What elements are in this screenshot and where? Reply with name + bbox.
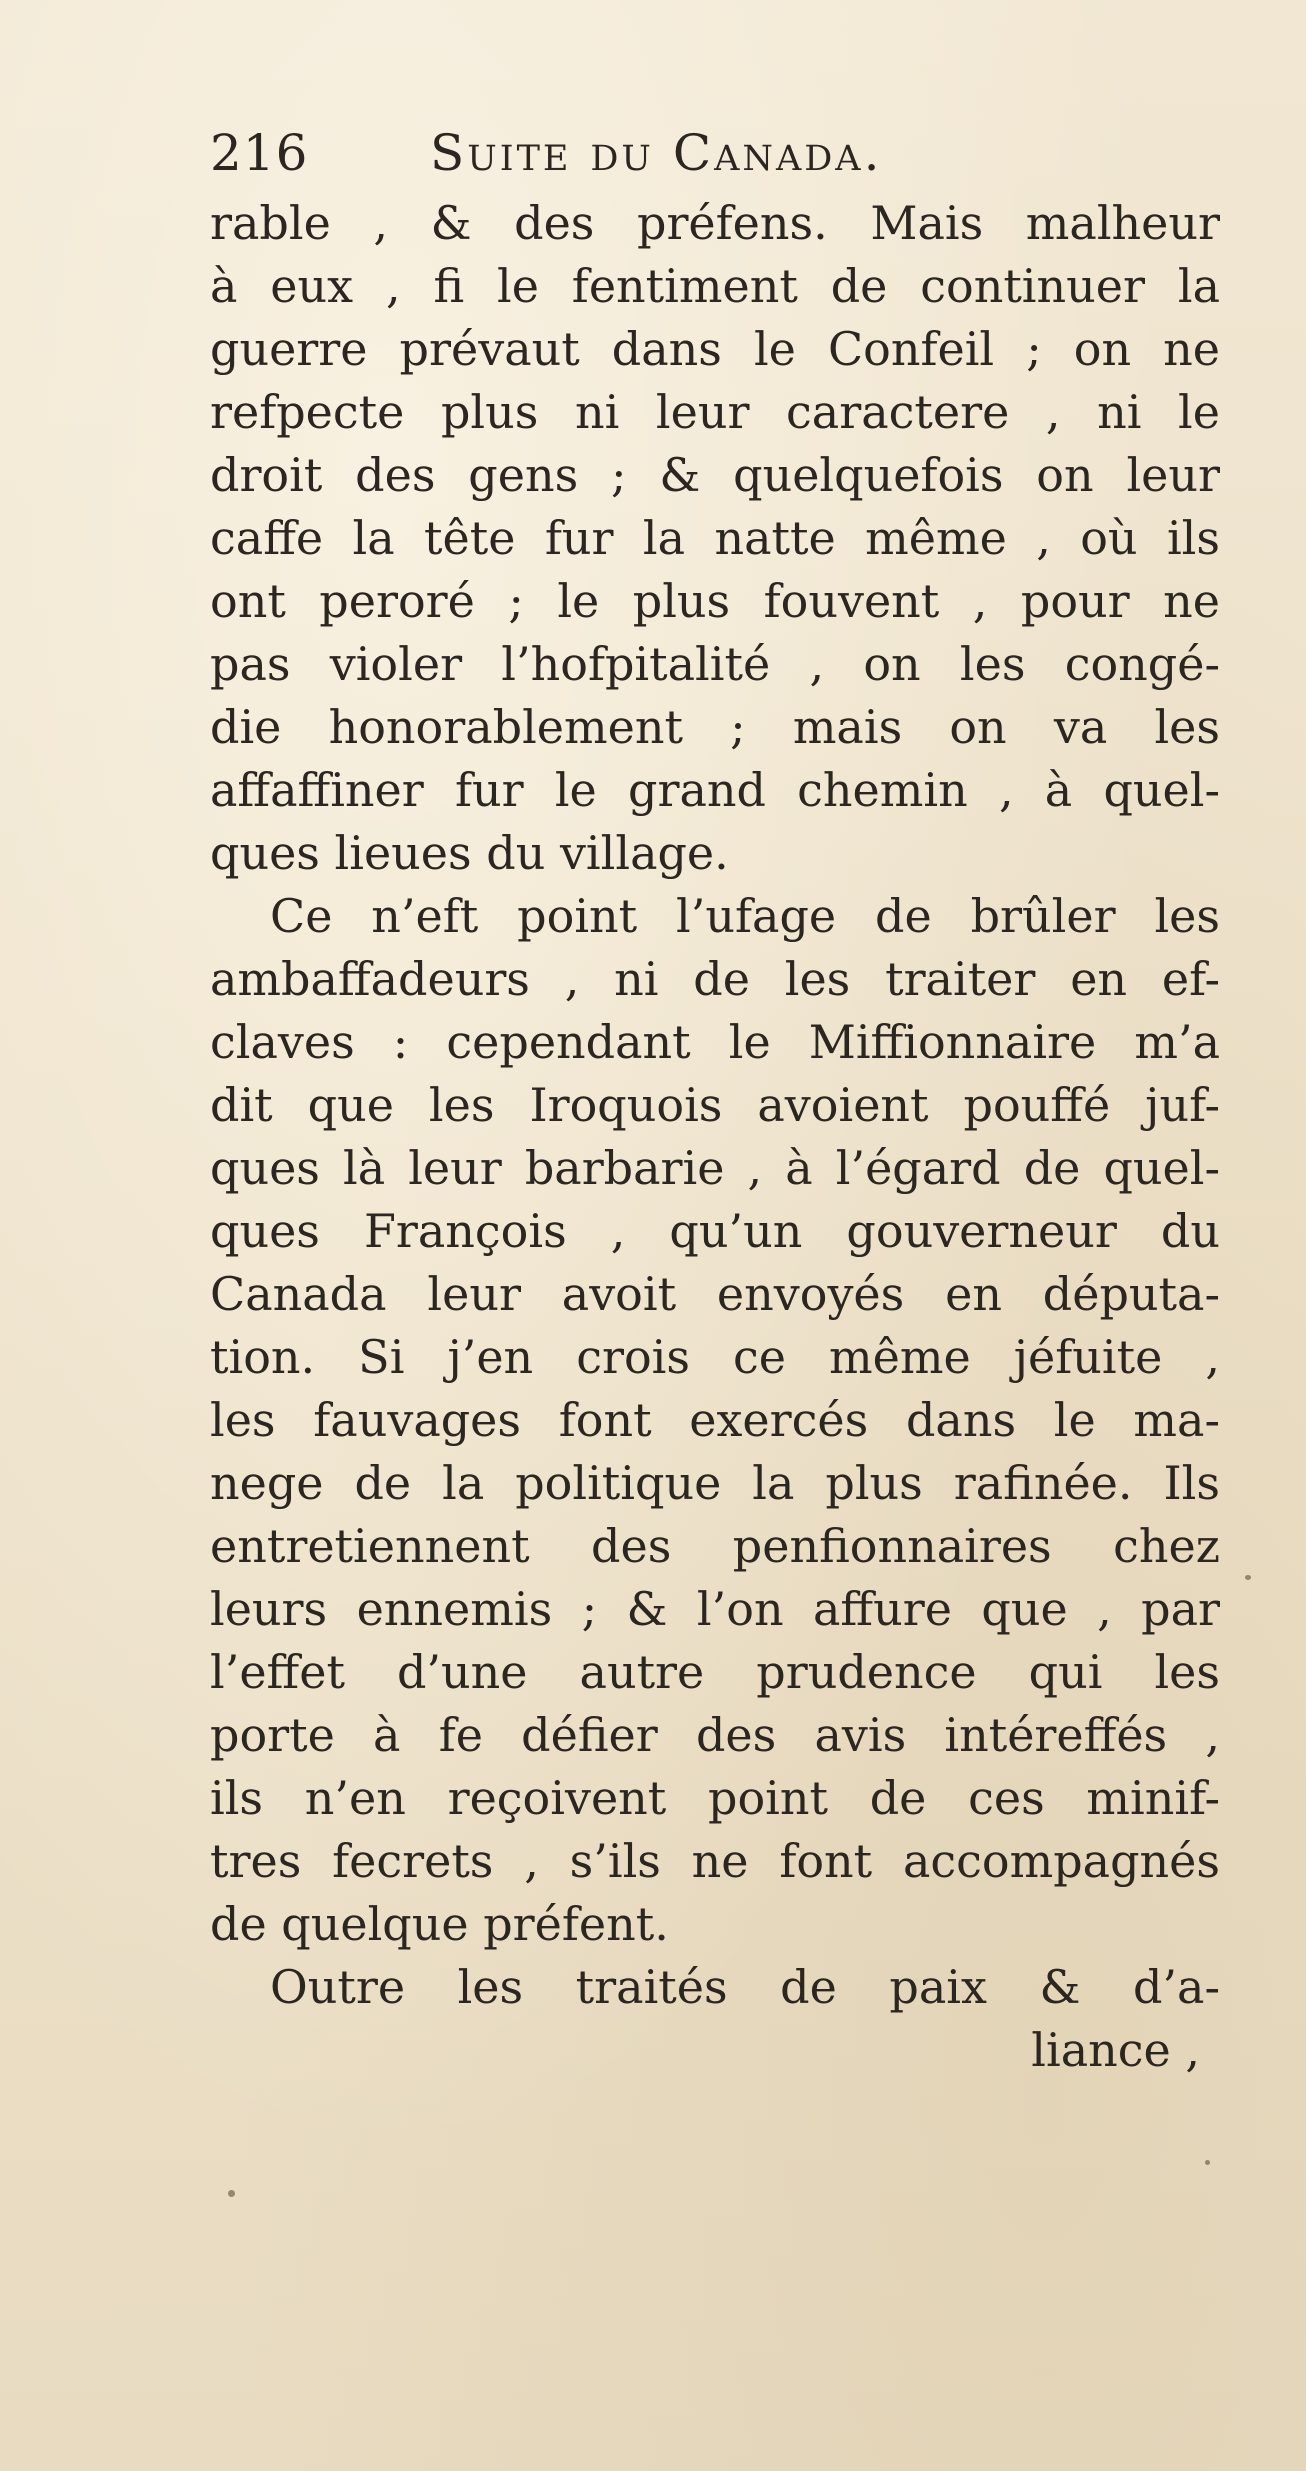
text-line: nege de la politique la plus rafinée. Ils [210, 1456, 1220, 1510]
text-line: leurs ennemis ; & l’on affure que , par [210, 1582, 1220, 1636]
catchword: liance , [1031, 2023, 1200, 2077]
text-line: tres fecrets , s’ils ne font accompagnés [210, 1834, 1220, 1888]
running-title: Suite du Canada. [430, 124, 883, 182]
text-line: guerre prévaut dans le Confeil ; on ne [210, 322, 1220, 376]
text-line: Ce n’eft point l’ufage de brûler les [270, 889, 1220, 943]
text-line: Outre les traités de paix & d’a- [270, 1960, 1220, 2014]
text-line: ambaffadeurs , ni de les traiter en ef- [210, 952, 1220, 1006]
text-line: rable , & des préfens. Mais malheur [210, 196, 1220, 250]
text-line: die honorablement ; mais on va les [210, 700, 1220, 754]
text-line: entretiennent des penfionnaires chez [210, 1519, 1220, 1573]
text-line: les fauvages font exercés dans le ma- [210, 1393, 1220, 1447]
running-header [210, 118, 1220, 188]
text-line: ques là leur barbarie , à l’égard de quel- [210, 1141, 1220, 1195]
text-line: Canada leur avoit envoyés en députa- [210, 1267, 1220, 1321]
text-line: claves : cependant le Miffionnaire m’a [210, 1015, 1220, 1069]
paper-speck [228, 2190, 235, 2197]
text-line: droit des gens ; & quelquefois on leur [210, 448, 1220, 502]
text-line: affaffiner fur le grand chemin , à quel- [210, 763, 1220, 817]
text-line: de quelque préfent. [210, 1897, 669, 1951]
text-line: tion. Si j’en crois ce même jéfuite , [210, 1330, 1220, 1384]
text-line: porte à fe défier des avis intéreffés , [210, 1708, 1220, 1762]
text-line: à eux , fi le fentiment de continuer la [210, 259, 1220, 313]
text-line: refpecte plus ni leur caractere , ni le [210, 385, 1220, 439]
text-line: ils n’en reçoivent point de ces minif- [210, 1771, 1220, 1825]
text-line: dit que les Iroquois avoient pouffé juf- [210, 1078, 1220, 1132]
text-line: ont peroré ; le plus fouvent , pour ne [210, 574, 1220, 628]
body-text [210, 192, 1220, 2019]
text-line: l’effet d’une autre prudence qui les [210, 1645, 1220, 1699]
text-line: caffe la tête fur la natte même , où ils [210, 511, 1220, 565]
text-block [210, 118, 1220, 2082]
text-line: ques lieues du village. [210, 826, 729, 880]
text-line: pas violer l’hofpitalité , on les congé- [210, 637, 1220, 691]
paper-speck [1245, 1575, 1251, 1580]
text-line: ques François , qu’un gouverneur du [210, 1204, 1220, 1258]
page-number: 216 [210, 124, 309, 182]
paper-speck [1205, 2160, 1210, 2165]
